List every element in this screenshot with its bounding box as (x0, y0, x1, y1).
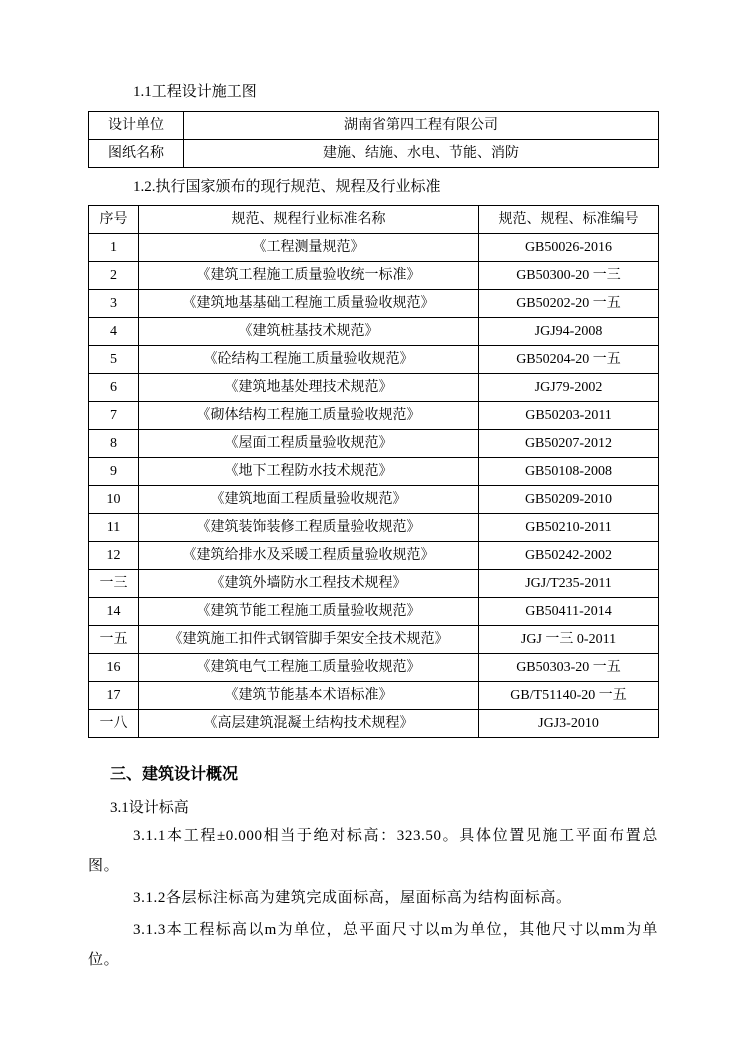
standard-code-cell: GB50108-2008 (479, 458, 659, 486)
table-row (89, 654, 659, 682)
standard-name-cell: 《建筑给排水及采暖工程质量验收规范》 (139, 542, 479, 570)
standard-index-cell: 11 (89, 514, 139, 542)
table-row (89, 570, 659, 598)
standard-name-cell: 《工程测量规范》 (139, 234, 479, 262)
standard-index-cell: 6 (89, 374, 139, 402)
standard-name-cell: 《建筑外墙防水工程技术规程》 (139, 570, 479, 598)
paragraph-3-1-3: 3.1.3本工程标高以m为单位，总平面尺寸以m为单位，其他尺寸以mm为单位。 (88, 922, 658, 968)
standard-index-cell: 4 (89, 318, 139, 346)
standard-index-cell: 一八 (89, 710, 139, 738)
standard-index-cell: 9 (89, 458, 139, 486)
info-value-cell: 湖南省第四工程有限公司 (184, 112, 659, 140)
table-row (89, 710, 659, 738)
table-row (89, 598, 659, 626)
standard-name-cell: 《建筑地基基础工程施工质量验收规范》 (139, 290, 479, 318)
standard-name-cell: 《建筑节能工程施工质量验收规范》 (139, 598, 479, 626)
standard-index-cell: 17 (89, 682, 139, 710)
standard-code-cell: GB50026-2016 (479, 234, 659, 262)
standard-code-cell: JGJ3-2010 (479, 710, 659, 738)
info-label-cell: 图纸名称 (89, 140, 184, 168)
standard-code-cell: GB50242-2002 (479, 542, 659, 570)
standard-index-cell: 5 (89, 346, 139, 374)
standards-table (88, 205, 659, 738)
table-row (89, 682, 659, 710)
standard-index-cell: 1 (89, 234, 139, 262)
standard-name-cell: 《建筑装饰装修工程质量验收规范》 (139, 514, 479, 542)
standard-name-cell: 《建筑节能基本术语标准》 (139, 682, 479, 710)
table-row (89, 458, 659, 486)
standard-code-cell: GB50210-2011 (479, 514, 659, 542)
table-row (89, 486, 659, 514)
standard-index-cell: 10 (89, 486, 139, 514)
info-value-cell: 建施、结施、水电、节能、消防 (184, 140, 659, 168)
table-row (89, 318, 659, 346)
paragraph-3-1-1: 3.1.1本工程±0.000相当于绝对标高：323.50。具体位置见施工平面布置总图。 (88, 828, 658, 874)
table-row (89, 626, 659, 654)
section-heading-3: 三、建筑设计概况 (110, 766, 239, 783)
standard-code-cell: GB50204-20 一五 (479, 346, 659, 374)
standard-code-cell: GB50209-2010 (479, 486, 659, 514)
standard-index-cell: 7 (89, 402, 139, 430)
standard-index-cell: 14 (89, 598, 139, 626)
table-row (89, 542, 659, 570)
table-row (89, 140, 659, 168)
standard-name-cell: 《建筑施工扣件式钢管脚手架安全技术规范》 (139, 626, 479, 654)
standard-name-cell: 《砼结构工程施工质量验收规范》 (139, 346, 479, 374)
standard-index-cell: 一三 (89, 570, 139, 598)
standard-code-cell: GB50203-2011 (479, 402, 659, 430)
design-info-table (88, 111, 659, 168)
standard-index-cell: 16 (89, 654, 139, 682)
standard-name-cell: 《地下工程防水技术规范》 (139, 458, 479, 486)
standard-code-cell: JGJ79-2002 (479, 374, 659, 402)
table-row (89, 290, 659, 318)
table-row (89, 112, 659, 140)
standard-name-cell: 《建筑地面工程质量验收规范》 (139, 486, 479, 514)
standard-code-cell: GB/T51140-20 一五 (479, 682, 659, 710)
standard-code-cell: JGJ/T235-2011 (479, 570, 659, 598)
standard-code-cell: GB50202-20 一五 (479, 290, 659, 318)
standard-index-cell: 12 (89, 542, 139, 570)
standard-index-cell: 一五 (89, 626, 139, 654)
info-label-cell: 设计单位 (89, 112, 184, 140)
paragraph-3-1-2: 3.1.2各层标注标高为建筑完成面标高，屋面标高为结构面标高。 (133, 890, 572, 906)
table-row (89, 514, 659, 542)
standard-name-cell: 《屋面工程质量验收规范》 (139, 430, 479, 458)
standard-name-cell: 《建筑桩基技术规范》 (139, 318, 479, 346)
standard-code-cell: JGJ 一三 0-2011 (479, 626, 659, 654)
table-row (89, 402, 659, 430)
section-heading-1-1: 1.1工程设计施工图 (133, 84, 257, 100)
table-row (89, 374, 659, 402)
section-heading-3-1: 3.1设计标高 (110, 800, 189, 816)
table-row (89, 430, 659, 458)
table-row (89, 346, 659, 374)
standard-name-cell: 《砌体结构工程施工质量验收规范》 (139, 402, 479, 430)
standard-code-cell: GB50303-20 一五 (479, 654, 659, 682)
standard-index-cell: 8 (89, 430, 139, 458)
standard-name-cell: 《建筑工程施工质量验收统一标准》 (139, 262, 479, 290)
column-header-name: 规范、规程行业标准名称 (139, 206, 479, 234)
standard-code-cell: JGJ94-2008 (479, 318, 659, 346)
standard-code-cell: GB50411-2014 (479, 598, 659, 626)
standard-name-cell: 《建筑电气工程施工质量验收规范》 (139, 654, 479, 682)
standard-name-cell: 《高层建筑混凝土结构技术规程》 (139, 710, 479, 738)
column-header-index: 序号 (89, 206, 139, 234)
standards-header-row (89, 206, 659, 234)
standard-index-cell: 2 (89, 262, 139, 290)
standard-name-cell: 《建筑地基处理技术规范》 (139, 374, 479, 402)
standard-code-cell: GB50300-20 一三 (479, 262, 659, 290)
table-row (89, 234, 659, 262)
column-header-code: 规范、规程、标准编号 (479, 206, 659, 234)
section-heading-1-2: 1.2.执行国家颁布的现行规范、规程及行业标准 (133, 179, 441, 195)
standard-index-cell: 3 (89, 290, 139, 318)
table-row (89, 262, 659, 290)
standard-code-cell: GB50207-2012 (479, 430, 659, 458)
